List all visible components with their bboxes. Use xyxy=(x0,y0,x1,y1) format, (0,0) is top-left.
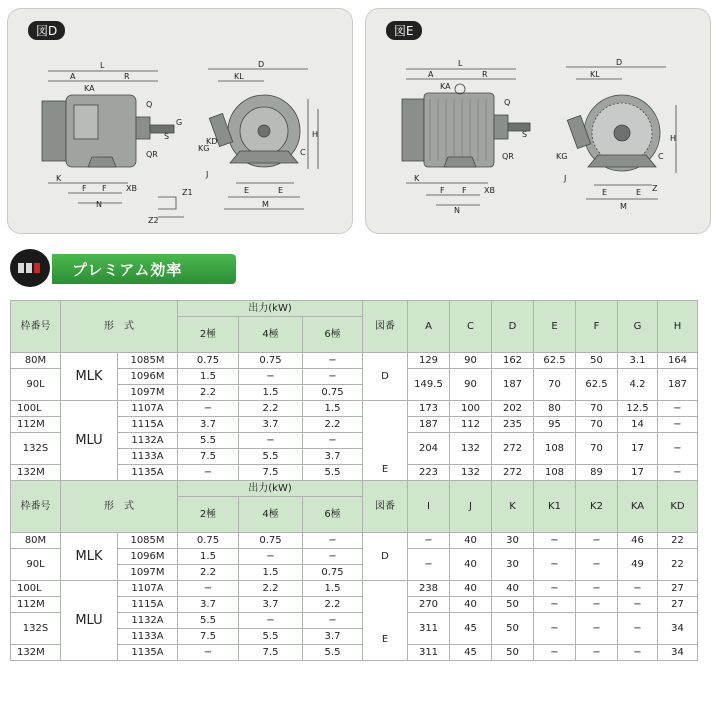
dim-cell: − xyxy=(618,613,658,645)
fig-cell: D xyxy=(363,533,408,581)
dim-cell: 62.5 xyxy=(576,369,618,401)
dim-cell: 45 xyxy=(450,613,492,645)
output-cell: 3.7 xyxy=(239,417,303,433)
fig-e-label-S: S xyxy=(522,130,528,139)
dim-cell: − xyxy=(576,645,618,661)
dim-cell: 311 xyxy=(408,645,450,661)
fig-e-label-E2: E xyxy=(636,188,642,197)
dim-cell: 162 xyxy=(492,353,534,369)
header-col: K1 xyxy=(534,481,576,533)
dim-cell: 50 xyxy=(492,597,534,613)
fig-e-label-Q: Q xyxy=(504,98,511,107)
frame-cell: 132S xyxy=(11,433,61,465)
frame-cell: 80M xyxy=(11,533,61,549)
fig-d-shaft xyxy=(150,125,174,133)
fig-e-label-R: R xyxy=(482,70,488,79)
dim-cell: − xyxy=(534,613,576,645)
header-frame: 枠番号 xyxy=(11,481,61,533)
dim-cell: − xyxy=(534,533,576,549)
dim-cell: − xyxy=(658,401,698,417)
banner-title: プレミアム効率 xyxy=(72,261,183,279)
table-header-row xyxy=(11,301,698,317)
dim-cell: − xyxy=(576,549,618,581)
fig-e-label-J: J xyxy=(564,174,567,183)
output-cell: 5.5 xyxy=(239,449,303,465)
dim-cell: 272 xyxy=(492,433,534,465)
model-cell: 1135A xyxy=(118,645,178,661)
header-col: F xyxy=(576,301,618,353)
dim-cell: 70 xyxy=(576,417,618,433)
premium-efficiency-banner xyxy=(52,254,236,284)
dim-cell: 173 xyxy=(408,401,450,417)
output-cell: 0.75 xyxy=(178,533,239,549)
dim-cell: − xyxy=(658,433,698,465)
dim-cell: 22 xyxy=(658,533,698,549)
fig-cell: E xyxy=(363,401,408,481)
fig-e-label-KG: KG xyxy=(556,152,568,161)
header-pole: 2極 xyxy=(178,317,239,353)
header-output: 出力(kW) xyxy=(178,481,363,497)
output-cell: − xyxy=(303,433,363,449)
output-cell: − xyxy=(303,369,363,385)
fig-d-endcap xyxy=(42,101,66,161)
output-cell: 0.75 xyxy=(178,353,239,369)
header-fig: 図番 xyxy=(363,481,408,533)
frame-cell: 132S xyxy=(11,613,61,645)
fig-e-label-K: K xyxy=(414,174,420,183)
output-cell: − xyxy=(303,533,363,549)
frame-cell: 112M xyxy=(11,597,61,613)
figure-e-panel xyxy=(365,8,711,234)
table-header-row xyxy=(11,481,698,497)
fig-d-label-KD: KD xyxy=(206,137,218,146)
dim-cell: − xyxy=(408,549,450,581)
fig-e-label-D: D xyxy=(616,58,623,67)
output-cell: 3.7 xyxy=(178,597,239,613)
dim-cell: 95 xyxy=(534,417,576,433)
table-row xyxy=(11,353,698,369)
dim-cell: 108 xyxy=(534,433,576,465)
output-cell: 3.7 xyxy=(303,449,363,465)
header-col: KD xyxy=(658,481,698,533)
output-cell: 2.2 xyxy=(178,565,239,581)
dim-cell: 272 xyxy=(492,465,534,481)
model-cell: 1115A xyxy=(118,417,178,433)
dim-cell: − xyxy=(576,597,618,613)
dim-cell: 311 xyxy=(408,613,450,645)
dim-cell: 70 xyxy=(534,369,576,401)
dim-cell: − xyxy=(534,549,576,581)
dim-cell: − xyxy=(618,645,658,661)
fig-d-label-Z2: Z2 xyxy=(148,216,159,225)
spec-table-2 xyxy=(10,480,698,661)
fig-d-label-L: L xyxy=(100,61,105,70)
figure-d-panel xyxy=(7,8,353,234)
header-pole: 4極 xyxy=(239,317,303,353)
output-cell: 3.7 xyxy=(239,597,303,613)
dim-cell: 30 xyxy=(492,533,534,549)
fig-d-label-D: D xyxy=(258,60,265,69)
dim-cell: − xyxy=(534,597,576,613)
fig-d-label-C: C xyxy=(300,148,306,157)
fig-e-label-M: M xyxy=(620,202,627,211)
frame-cell: 132M xyxy=(11,465,61,481)
output-cell: 1.5 xyxy=(178,549,239,565)
dim-cell: 50 xyxy=(492,613,534,645)
header-col: K xyxy=(492,481,534,533)
dim-cell: 27 xyxy=(658,597,698,613)
header-pole: 4極 xyxy=(239,497,303,533)
dim-cell: 129 xyxy=(408,353,450,369)
fig-d-label-K: K xyxy=(56,174,62,183)
header-pole: 6極 xyxy=(303,317,363,353)
dim-cell: 187 xyxy=(408,417,450,433)
output-cell: 7.5 xyxy=(178,449,239,465)
header-col: J xyxy=(450,481,492,533)
output-cell: − xyxy=(239,433,303,449)
output-cell: 5.5 xyxy=(303,465,363,481)
fig-e-label-N: N xyxy=(454,206,460,215)
fig-d-label-F2: F xyxy=(102,184,107,193)
output-cell: − xyxy=(178,401,239,417)
dim-cell: 46 xyxy=(618,533,658,549)
dim-cell: 238 xyxy=(408,581,450,597)
group-cell: MLK xyxy=(61,353,118,401)
header-pole: 6極 xyxy=(303,497,363,533)
dim-cell: 108 xyxy=(534,465,576,481)
dim-cell: 50 xyxy=(576,353,618,369)
output-cell: 5.5 xyxy=(178,613,239,629)
dim-cell: 40 xyxy=(450,581,492,597)
output-cell: − xyxy=(303,613,363,629)
fig-e-label-KA: KA xyxy=(440,82,451,91)
frame-cell: 100L xyxy=(11,581,61,597)
dim-cell: 223 xyxy=(408,465,450,481)
fig-cell: E xyxy=(363,581,408,661)
dim-cell: − xyxy=(534,645,576,661)
model-cell: 1107A xyxy=(118,401,178,417)
dim-cell: 17 xyxy=(618,433,658,465)
dim-cell: − xyxy=(576,581,618,597)
output-cell: 5.5 xyxy=(178,433,239,449)
output-cell: 7.5 xyxy=(178,629,239,645)
dim-cell: 164 xyxy=(658,353,698,369)
group-cell: MLU xyxy=(61,581,118,661)
fig-d-label-E2: E xyxy=(278,186,284,195)
premium-efficiency-logo xyxy=(10,249,50,287)
dim-cell: 90 xyxy=(450,369,492,401)
fig-d-label-KG: KG xyxy=(198,144,210,153)
dim-cell: − xyxy=(658,465,698,481)
dim-cell: 34 xyxy=(658,645,698,661)
output-cell: 7.5 xyxy=(239,645,303,661)
dim-cell: 3.1 xyxy=(618,353,658,369)
header-col: I xyxy=(408,481,450,533)
table-row xyxy=(11,581,698,597)
output-cell: − xyxy=(239,369,303,385)
fig-e-label-XB: XB xyxy=(484,186,495,195)
table-row xyxy=(11,533,698,549)
frame-cell: 90L xyxy=(11,369,61,401)
output-cell: 1.5 xyxy=(303,401,363,417)
group-cell: MLU xyxy=(61,401,118,481)
model-cell: 1133A xyxy=(118,449,178,465)
output-cell: 0.75 xyxy=(303,565,363,581)
output-cell: 2.2 xyxy=(178,385,239,401)
fig-d-label-QR: QR xyxy=(146,150,158,159)
model-cell: 1097M xyxy=(118,565,178,581)
fig-e-label-QR: QR xyxy=(502,152,514,161)
dim-cell: − xyxy=(618,597,658,613)
dim-cell: 149.5 xyxy=(408,369,450,401)
dim-cell: − xyxy=(658,417,698,433)
fig-d-label-A: A xyxy=(70,72,76,81)
fig-e-body xyxy=(424,93,494,167)
frame-cell: 100L xyxy=(11,401,61,417)
output-cell: − xyxy=(178,465,239,481)
dim-cell: 22 xyxy=(658,549,698,581)
dim-cell: 40 xyxy=(492,581,534,597)
header-col: G xyxy=(618,301,658,353)
dim-cell: − xyxy=(618,581,658,597)
dim-cell: 14 xyxy=(618,417,658,433)
model-cell: 1132A xyxy=(118,613,178,629)
dim-cell: 62.5 xyxy=(534,353,576,369)
output-cell: − xyxy=(178,581,239,597)
dim-cell: 100 xyxy=(450,401,492,417)
dim-cell: − xyxy=(576,613,618,645)
dim-cell: 187 xyxy=(658,369,698,401)
dim-cell: 80 xyxy=(534,401,576,417)
fig-d-label-H: H xyxy=(312,130,319,139)
dim-cell: 30 xyxy=(492,549,534,581)
fig-d-label-F1: F xyxy=(82,184,87,193)
figure-d-drawing xyxy=(8,9,352,233)
dim-cell: 70 xyxy=(576,401,618,417)
fig-d-label-G: G xyxy=(176,118,183,127)
fig-d-label-Q: Q xyxy=(146,100,153,109)
group-cell: MLK xyxy=(61,533,118,581)
fig-d-label-Z1: Z1 xyxy=(182,188,193,197)
figure-e-drawing xyxy=(366,9,710,233)
dim-cell: 45 xyxy=(450,645,492,661)
output-cell: 1.5 xyxy=(303,581,363,597)
dim-cell: 50 xyxy=(492,645,534,661)
fig-e-label-H: H xyxy=(670,134,677,143)
output-cell: 5.5 xyxy=(239,629,303,645)
output-cell: − xyxy=(178,645,239,661)
output-cell: 2.2 xyxy=(303,417,363,433)
dim-cell: 70 xyxy=(576,433,618,465)
header-col: H xyxy=(658,301,698,353)
header-model: 形 式 xyxy=(61,301,178,353)
frame-cell: 80M xyxy=(11,353,61,369)
fig-e-label-KL: KL xyxy=(590,70,600,79)
fig-d-label-S: S xyxy=(164,132,170,141)
dim-cell: 204 xyxy=(408,433,450,465)
fig-e-label-Z: Z xyxy=(652,184,658,193)
header-frame: 枠番号 xyxy=(11,301,61,353)
dim-cell: 4.2 xyxy=(618,369,658,401)
fig-d-label-N: N xyxy=(96,200,102,209)
fig-e-label-F2: F xyxy=(462,186,467,195)
output-cell: 0.75 xyxy=(303,385,363,401)
frame-cell: 132M xyxy=(11,645,61,661)
fig-e-label-C: C xyxy=(658,152,664,161)
dim-cell: 17 xyxy=(618,465,658,481)
model-cell: 1085M xyxy=(118,533,178,549)
figure-e-tag: 図E xyxy=(386,21,422,40)
fig-d-label-XB: XB xyxy=(126,184,137,193)
dim-cell: 132 xyxy=(450,465,492,481)
dim-cell: 89 xyxy=(576,465,618,481)
output-cell: − xyxy=(239,549,303,565)
output-cell: 3.7 xyxy=(178,417,239,433)
fig-e-label-A: A xyxy=(428,70,434,79)
header-col: C xyxy=(450,301,492,353)
output-cell: 1.5 xyxy=(239,565,303,581)
model-cell: 1107A xyxy=(118,581,178,597)
output-cell: 1.5 xyxy=(178,369,239,385)
dim-cell: 270 xyxy=(408,597,450,613)
frame-cell: 90L xyxy=(11,549,61,581)
header-pole: 2極 xyxy=(178,497,239,533)
dim-cell: 34 xyxy=(658,613,698,645)
header-col: E xyxy=(534,301,576,353)
spec-table-1 xyxy=(10,300,698,481)
output-cell: 5.5 xyxy=(303,645,363,661)
output-cell: 3.7 xyxy=(303,629,363,645)
model-cell: 1115A xyxy=(118,597,178,613)
fig-d-label-E1: E xyxy=(244,186,250,195)
model-cell: 1085M xyxy=(118,353,178,369)
fig-d-label-M: M xyxy=(262,200,269,209)
fig-e-label-E1: E xyxy=(602,188,608,197)
model-cell: 1132A xyxy=(118,433,178,449)
header-col: K2 xyxy=(576,481,618,533)
figure-d-tag: 図D xyxy=(28,21,65,40)
model-cell: 1135A xyxy=(118,465,178,481)
fig-d-label-KL: KL xyxy=(234,72,244,81)
fig-e-label-F1: F xyxy=(440,186,445,195)
output-cell: 0.75 xyxy=(239,533,303,549)
model-cell: 1096M xyxy=(118,549,178,565)
header-output: 出力(kW) xyxy=(178,301,363,317)
dim-cell: 12.5 xyxy=(618,401,658,417)
output-cell: − xyxy=(303,549,363,565)
model-cell: 1133A xyxy=(118,629,178,645)
dim-cell: − xyxy=(576,533,618,549)
dim-cell: 27 xyxy=(658,581,698,597)
header-model: 形 式 xyxy=(61,481,178,533)
model-cell: 1096M xyxy=(118,369,178,385)
header-fig: 図番 xyxy=(363,301,408,353)
dim-cell: − xyxy=(408,533,450,549)
dim-cell: 90 xyxy=(450,353,492,369)
output-cell: 2.2 xyxy=(303,597,363,613)
fig-cell: D xyxy=(363,353,408,401)
dim-cell: 202 xyxy=(492,401,534,417)
dim-cell: 40 xyxy=(450,597,492,613)
header-col: KA xyxy=(618,481,658,533)
output-cell: − xyxy=(303,353,363,369)
dim-cell: 40 xyxy=(450,549,492,581)
fig-d-label-R: R xyxy=(124,72,130,81)
dim-cell: − xyxy=(534,581,576,597)
output-cell: 0.75 xyxy=(239,353,303,369)
fig-e-label-L: L xyxy=(458,59,463,68)
header-col: D xyxy=(492,301,534,353)
table-row xyxy=(11,401,698,417)
dim-cell: 40 xyxy=(450,533,492,549)
frame-cell: 112M xyxy=(11,417,61,433)
model-cell: 1097M xyxy=(118,385,178,401)
dim-cell: 235 xyxy=(492,417,534,433)
dim-cell: 132 xyxy=(450,433,492,465)
fig-d-label-KA: KA xyxy=(84,84,95,93)
output-cell: 2.2 xyxy=(239,401,303,417)
dim-cell: 187 xyxy=(492,369,534,401)
output-cell: 7.5 xyxy=(239,465,303,481)
output-cell: 2.2 xyxy=(239,581,303,597)
header-col: A xyxy=(408,301,450,353)
dim-cell: 49 xyxy=(618,549,658,581)
dim-cell: 112 xyxy=(450,417,492,433)
fig-d-label-J: J xyxy=(206,170,209,179)
output-cell: 1.5 xyxy=(239,385,303,401)
output-cell: − xyxy=(239,613,303,629)
